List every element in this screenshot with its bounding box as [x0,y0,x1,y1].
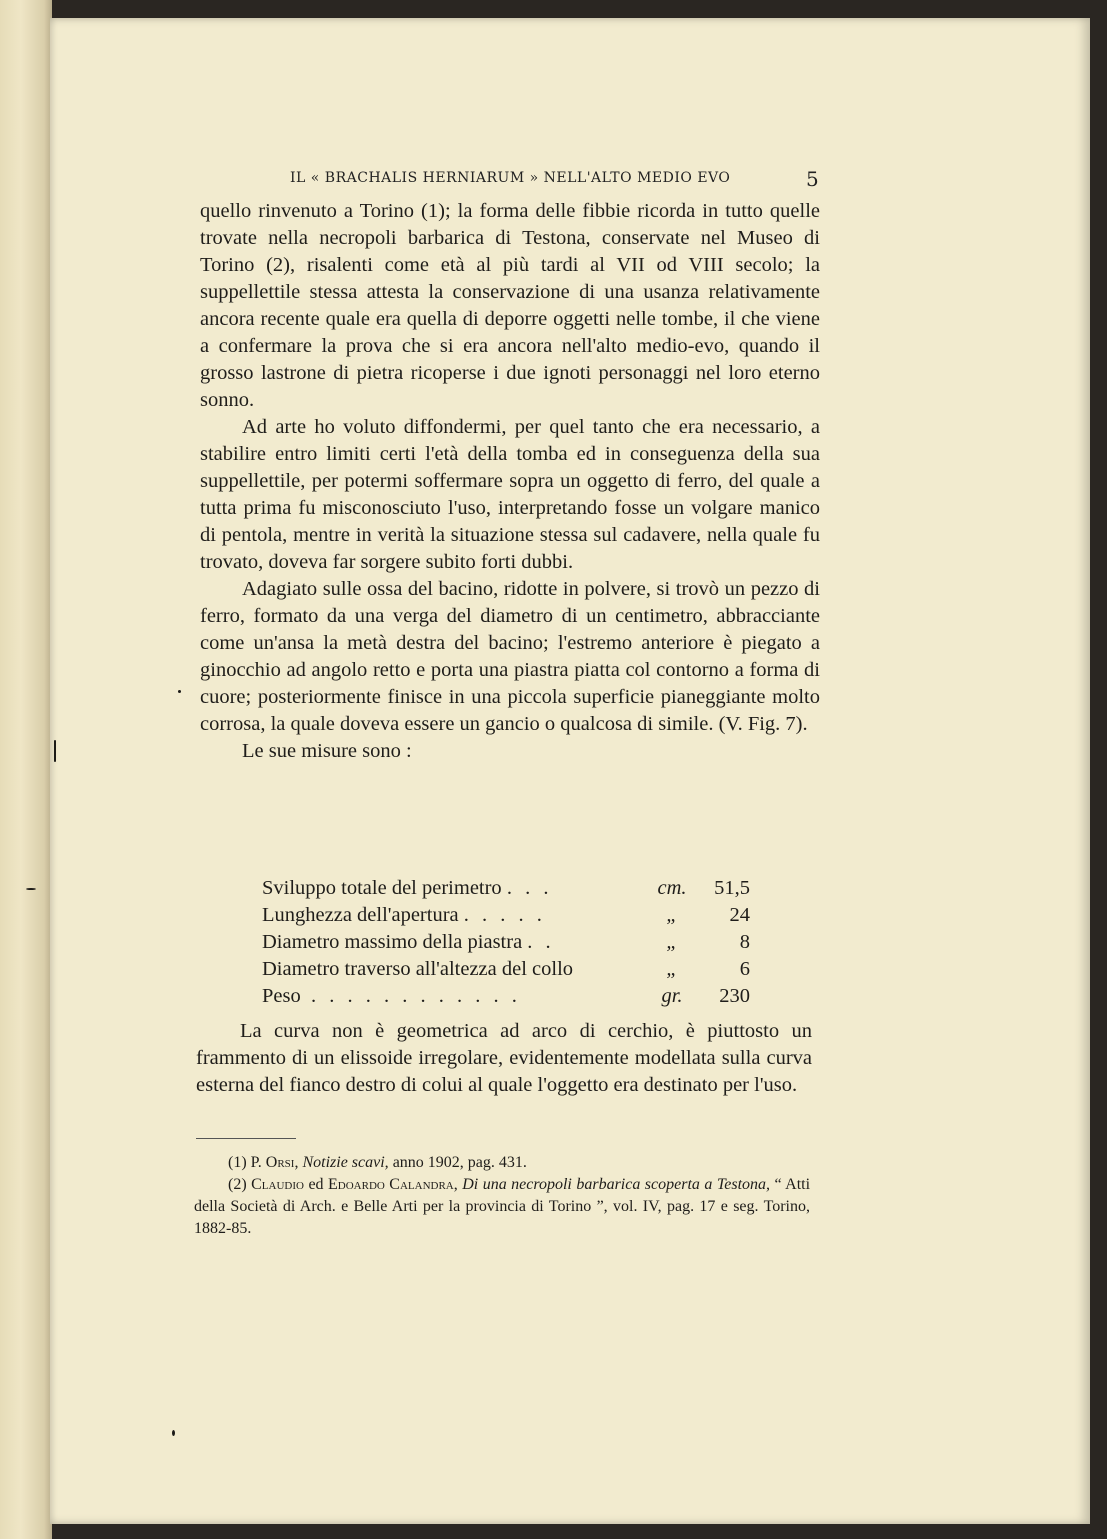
running-head-title: IL « BRACHALIS HERNIARUM » NELL'ALTO MEDIO EVO [290,170,731,186]
closing-text [196,1018,812,1099]
measure-value: 24 [729,904,750,926]
footnote-rule [196,1138,296,1139]
measure-value: 8 [739,931,750,953]
footnote-1: (1) P. Orsi, Notizie scavi, anno 1902, pag. 431. [228,1154,527,1171]
measure-row [262,983,762,1010]
measure-label: Diametro massimo della piastra . . [262,931,555,953]
measure-label: Diametro traverso all'altezza del collo [262,958,574,980]
measure-value: 230 [719,985,750,1007]
measure-unit: „ [666,958,678,980]
closing-paragraph: La curva non è geometrica ad arco di cerchio, è piuttosto un frammento di un elissoide irregolare, evidentemente modellata sulla curva esterna del fianco destro di colui al quale l'oggetto era destinato per l'uso. [196,1020,812,1096]
measure-unit: „ [666,931,678,953]
paper-speck [178,690,181,693]
paper-speck [54,740,56,762]
main-text [200,198,820,765]
paragraph-1: quello rinvenuto a Torino (1); la forma delle fibbie ricorda in tutto quelle trovate nella necropoli barbarica di Testona, conservate nel Museo di Torino (2), risalenti come età al più tardi al VII od VIII secolo; la suppellettile stessa attesta la conservazione di una usanza relativamente ancora recente quale era quella di deporre oggetti nelle tombe, il che viene a confermare la prova che si era ancora nell'alto medio-evo, quando il grosso lastrone di pietra ricoperse i due ignoti personaggi nel loro eterno sonno. [200,200,820,411]
paper-speck [26,888,36,890]
measure-row [262,956,762,983]
measure-unit: cm. [657,877,687,899]
measure-label: Sviluppo totale del perimetro . . . [262,877,553,899]
measure-unit: gr. [661,985,683,1007]
facing-page-edge [0,0,52,1539]
measure-label: Peso . . . . . . . . . . . . [262,985,521,1007]
measure-label: Lunghezza dell'apertura . . . . . [262,904,546,926]
measure-unit: „ [666,904,678,926]
measure-row [262,875,762,902]
footnote-2: (2) Claudio ed Edoardo Calandra, Di una necropoli barbarica scoperta a Testona, “ Atti della Società di Arch. e Belle Arti per la provincia di Torino ”, vol. IV, pag. 17 e seg. Torino, 1882-85. [194,1176,811,1237]
footnotes [194,1152,810,1240]
measure-row [262,902,762,929]
paragraph-2: Ad arte ho voluto diffondermi, per quel tanto che era necessario, a stabilire entro limiti certi l'età della tomba ed in conseguenza della sua suppellettile, per potermi soffermare sopra un oggetto di ferro, del quale a tutta prima fu misconosciuto l'uso, interpretando fosse un volgare manico di pentola, mentre in verità la situazione stessa sul cadavere, nella quale fu trovato, doveva far sorgere subito forti dubbi. [200,416,820,573]
measure-row [262,929,762,956]
measure-value: 6 [739,958,750,980]
paper-speck [172,1430,175,1436]
paragraph-3: Adagiato sulle ossa del bacino, ridotte in polvere, si trovò un pezzo di ferro, formato da una verga del diametro di un centimetro, abbracciante come un'ansa la metà destra del bacino; l'estremo anteriore è piegato a ginocchio ad angolo retto e porta una piastra piatta col contorno a forma di cuore; posteriormente finisce in una piccola superficie pianeggiante molto corrosa, la quale doveva essere un gancio o qualcosa di simile. (V. Fig. 7). [200,578,820,735]
page-number: 5 [806,167,820,191]
paragraph-4: Le sue misure sono : [242,740,412,762]
running-head [0,167,1107,191]
measures-table [262,875,762,1010]
measure-value: 51,5 [714,877,750,899]
